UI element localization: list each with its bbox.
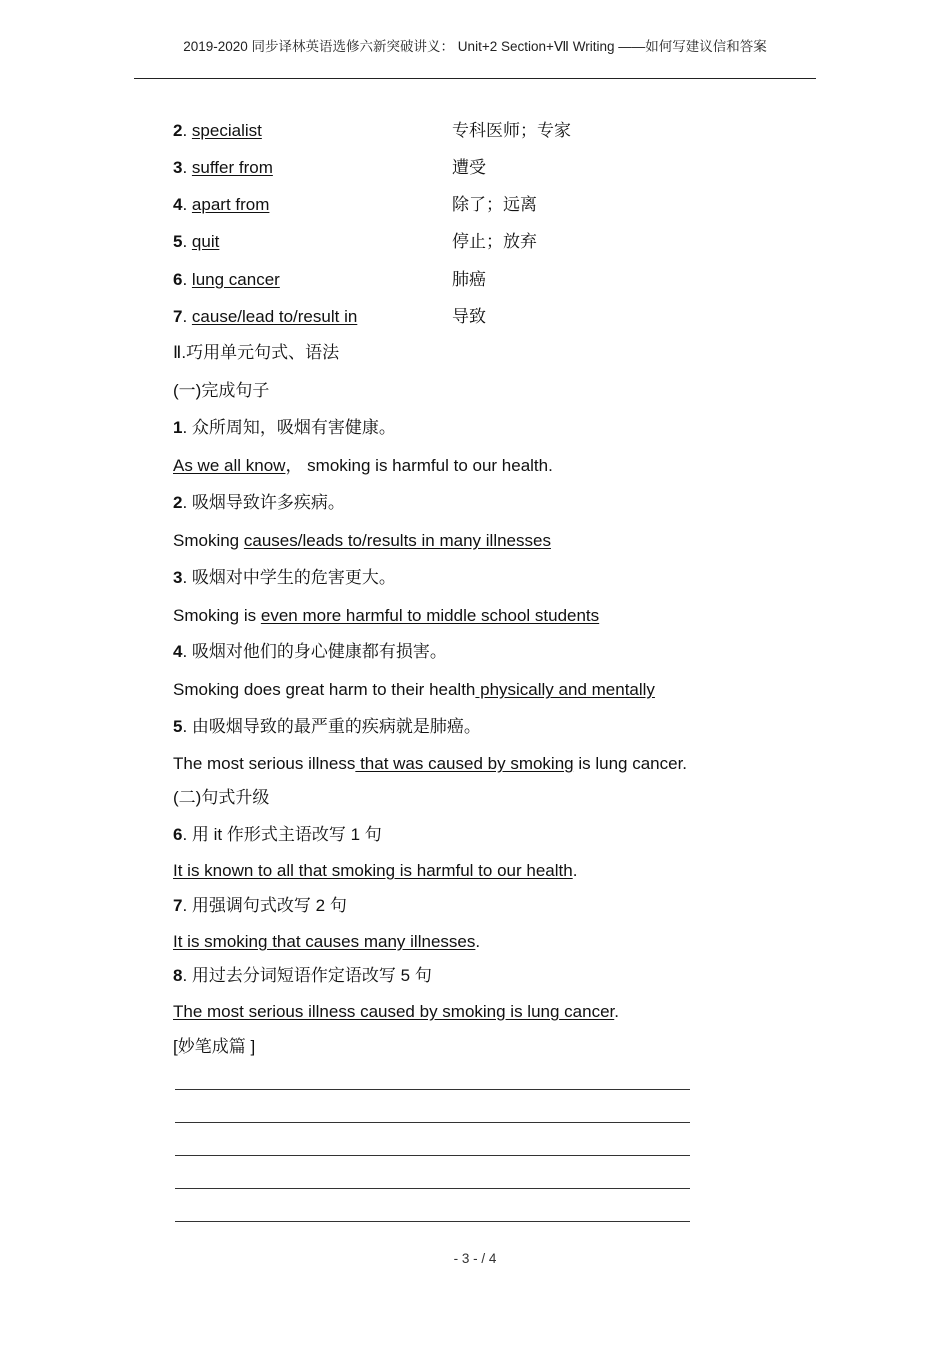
writing-line — [175, 1122, 690, 1123]
vocab-number: 4 — [173, 195, 183, 214]
upgrade-answer: It is smoking that causes many illnesses. — [173, 932, 481, 951]
answer-blank: As we all know — [173, 456, 286, 475]
answer-blank: physically and mentally — [475, 680, 655, 699]
prompt-text: 用过去分词短语作定语改写 5 句 — [191, 966, 432, 985]
upgrade-prompt: 8. 用过去分词短语作定语改写 5 句 — [173, 966, 432, 985]
sentence-number: 3 — [173, 568, 183, 587]
sentence-number: 4 — [173, 642, 183, 661]
vocab-item: 3. suffer from — [173, 158, 273, 177]
sentence-prompt: 4. 吸烟对他们的身心健康都有损害。 — [173, 642, 447, 661]
vocab-number: 5 — [173, 232, 183, 251]
prompt-text: 用 it 作形式主语改写 1 句 — [191, 825, 382, 844]
subsection-heading: (二)句式升级 — [173, 788, 270, 807]
page-header: 2019-2020 同步译林英语选修六新突破讲义： Unit+2 Section+Ⅶ Writing ——如何写建议信和答案 — [183, 39, 767, 54]
sentence-prompt: 3. 吸烟对中学生的危害更大。 — [173, 568, 396, 587]
answer-blank: even more harmful to middle school students — [260, 606, 600, 625]
vocab-word: apart from — [191, 195, 270, 214]
vocab-number: 2 — [173, 121, 183, 140]
section-heading: Ⅱ.巧用单元句式、语法 — [173, 343, 340, 362]
page-number: - 3 - / 4 — [453, 1251, 497, 1266]
sentence-number: 2 — [173, 493, 183, 512]
vocab-item: 5. quit — [173, 232, 220, 251]
prompt-text: 吸烟导致许多疾病。 — [191, 493, 345, 512]
vocab-item: 7. cause/lead to/result in — [173, 307, 358, 326]
answer-blank: that was caused by smoking — [355, 754, 574, 773]
prompt-text: 吸烟对中学生的危害更大。 — [191, 568, 396, 587]
prompt-text: 吸烟对他们的身心健康都有损害。 — [191, 642, 447, 661]
upgrade-answer: It is known to all that smoking is harmful to our health. — [173, 861, 578, 880]
sentence-number: 1 — [173, 418, 183, 437]
vocab-number: 3 — [173, 158, 183, 177]
sentence-answer: Smoking causes/leads to/results in many illnesses — [173, 531, 551, 550]
vocab-meaning: 肺癌 — [452, 270, 486, 289]
writing-heading: [妙笔成篇 ] — [173, 1037, 256, 1056]
vocab-item: 4. apart from — [173, 195, 270, 214]
sentence-answer: As we all know， smoking is harmful to our health. — [173, 456, 553, 475]
answer-blank: It is smoking that causes many illnesses — [173, 932, 476, 951]
writing-line — [175, 1221, 690, 1222]
writing-line — [175, 1188, 690, 1189]
writing-line — [175, 1155, 690, 1156]
sentence-prompt: 5. 由吸烟导致的最严重的疾病就是肺癌。 — [173, 717, 481, 736]
vocab-word: suffer from — [191, 158, 273, 177]
vocab-word: quit — [191, 232, 220, 251]
sentence-number: 8 — [173, 966, 183, 985]
vocab-item: 6. lung cancer — [173, 270, 280, 289]
vocab-number: 6 — [173, 270, 183, 289]
prompt-text: 众所周知，吸烟有害健康。 — [191, 418, 396, 437]
sentence-number: 6 — [173, 825, 183, 844]
vocab-number: 7 — [173, 307, 183, 326]
sentence-answer: Smoking is even more harmful to middle school students — [173, 606, 600, 625]
sentence-number: 5 — [173, 717, 183, 736]
answer-blank: It is known to all that smoking is harmful to our health — [173, 861, 573, 880]
vocab-meaning: 除了；远离 — [452, 195, 537, 214]
prompt-text: 由吸烟导致的最严重的疾病就是肺癌。 — [191, 717, 481, 736]
vocab-word: lung cancer — [191, 270, 280, 289]
vocab-word: specialist — [191, 121, 262, 140]
sentence-prompt: 2. 吸烟导致许多疾病。 — [173, 493, 345, 512]
upgrade-prompt: 6. 用 it 作形式主语改写 1 句 — [173, 825, 382, 844]
vocab-meaning: 专科医师；专家 — [452, 121, 571, 140]
sentence-number: 7 — [173, 896, 183, 915]
sentence-answer: Smoking does great harm to their health physically and mentally — [173, 680, 655, 699]
vocab-word: cause/lead to/result in — [191, 307, 358, 326]
sentence-answer: The most serious illness that was caused by smoking is lung cancer. — [173, 754, 688, 773]
upgrade-answer: The most serious illness caused by smoking is lung cancer. — [173, 1002, 619, 1021]
answer-blank: The most serious illness caused by smoking is lung cancer — [173, 1002, 615, 1021]
header-divider — [134, 78, 816, 79]
vocab-item: 2. specialist — [173, 121, 262, 140]
sentence-prompt: 1. 众所周知，吸烟有害健康。 — [173, 418, 396, 437]
prompt-text: 用强调句式改写 2 句 — [191, 896, 347, 915]
vocab-meaning: 遭受 — [452, 158, 486, 177]
upgrade-prompt: 7. 用强调句式改写 2 句 — [173, 896, 347, 915]
vocab-meaning: 停止；放弃 — [452, 232, 537, 251]
answer-blank: causes/leads to/results in many illnesses — [243, 531, 551, 550]
vocab-meaning: 导致 — [452, 307, 486, 326]
subsection-heading: (一)完成句子 — [173, 381, 270, 400]
writing-line — [175, 1089, 690, 1090]
